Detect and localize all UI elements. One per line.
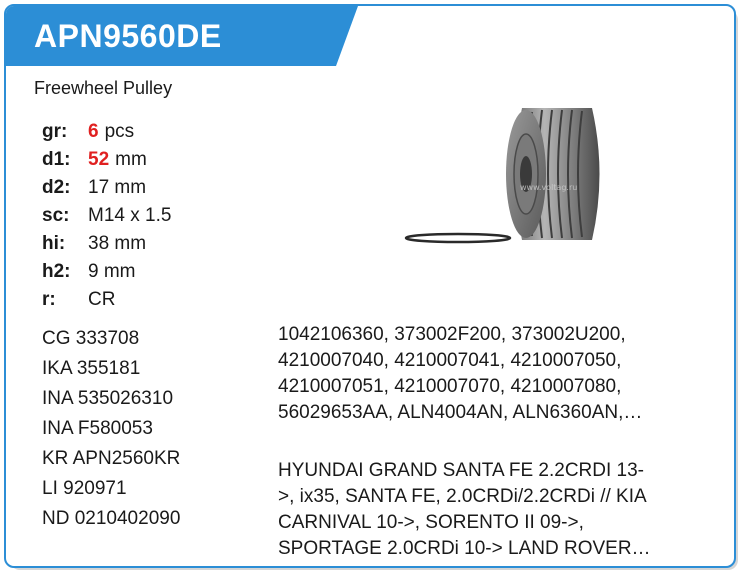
- spec-key: d1:: [42, 149, 71, 170]
- oem-line: 4210007051, 4210007070, 4210007080,: [278, 376, 622, 397]
- spec-value: 9 mm: [88, 261, 136, 282]
- spec-value: 38 mm: [88, 233, 147, 254]
- cross-ref-item: INA 535026310: [42, 388, 174, 409]
- spec-row: [42, 118, 171, 146]
- freewheel-pulley-photo: [402, 102, 612, 257]
- cross-ref-item: ND 0210402090: [42, 508, 181, 529]
- spec-row: [42, 202, 171, 230]
- application-line: >, ix35, SANTA FE, 2.0CRDi/2.2CRDi // KIA: [278, 486, 647, 507]
- oem-line: 4210007040, 4210007041, 4210007050,: [278, 350, 622, 371]
- cross-ref-item: IKA 355181: [42, 358, 141, 379]
- part-number-title: APN9560DE: [34, 18, 222, 54]
- oem-numbers: [278, 322, 718, 426]
- spec-row: [42, 146, 171, 174]
- spec-unit: mm: [115, 149, 147, 170]
- application-line: HYUNDAI GRAND SANTA FE 2.2CRDI 13-: [278, 460, 645, 481]
- cross-reference-list: [42, 324, 180, 534]
- cross-ref-item: LI 920971: [42, 478, 127, 499]
- oem-line: 1042106360, 373002F200, 373002U200,: [278, 324, 626, 345]
- application-line: CARNIVAL 10->, SORENTO II 09->,: [278, 512, 584, 533]
- product-card: [4, 4, 736, 568]
- spec-row: [42, 286, 171, 314]
- spec-key: r:: [42, 289, 56, 310]
- spec-key: h2:: [42, 261, 71, 282]
- application-line: SPORTAGE 2.0CRDi 10-> LAND ROVER…: [278, 538, 651, 559]
- spec-key: hi:: [42, 233, 66, 254]
- spec-value: CR: [88, 289, 116, 310]
- cross-ref-item: KR APN2560KR: [42, 448, 181, 469]
- spec-value: M14 x 1.5: [88, 205, 172, 226]
- spec-value-highlight: 6: [88, 121, 99, 142]
- spec-key: d2:: [42, 177, 71, 198]
- watermark-text: www.voltag.ru: [520, 183, 578, 192]
- title-bar: [6, 6, 376, 70]
- spec-key: gr:: [42, 121, 68, 142]
- oem-line: 56029653AA, ALN4004AN, ALN6360AN,…: [278, 402, 643, 423]
- spec-unit: pcs: [104, 121, 135, 142]
- cross-ref-item: CG 333708: [42, 328, 140, 349]
- spec-row: [42, 258, 171, 286]
- spec-value: 17 mm: [88, 177, 147, 198]
- spec-value-highlight: 52: [88, 149, 110, 170]
- cross-ref-item: INA F580053: [42, 418, 153, 439]
- product-name: Freewheel Pulley: [34, 78, 173, 98]
- spec-row: [42, 174, 171, 202]
- spec-key: sc:: [42, 205, 70, 226]
- vehicle-applications: [278, 458, 718, 562]
- spec-row: [42, 230, 171, 258]
- spec-list: [42, 118, 171, 314]
